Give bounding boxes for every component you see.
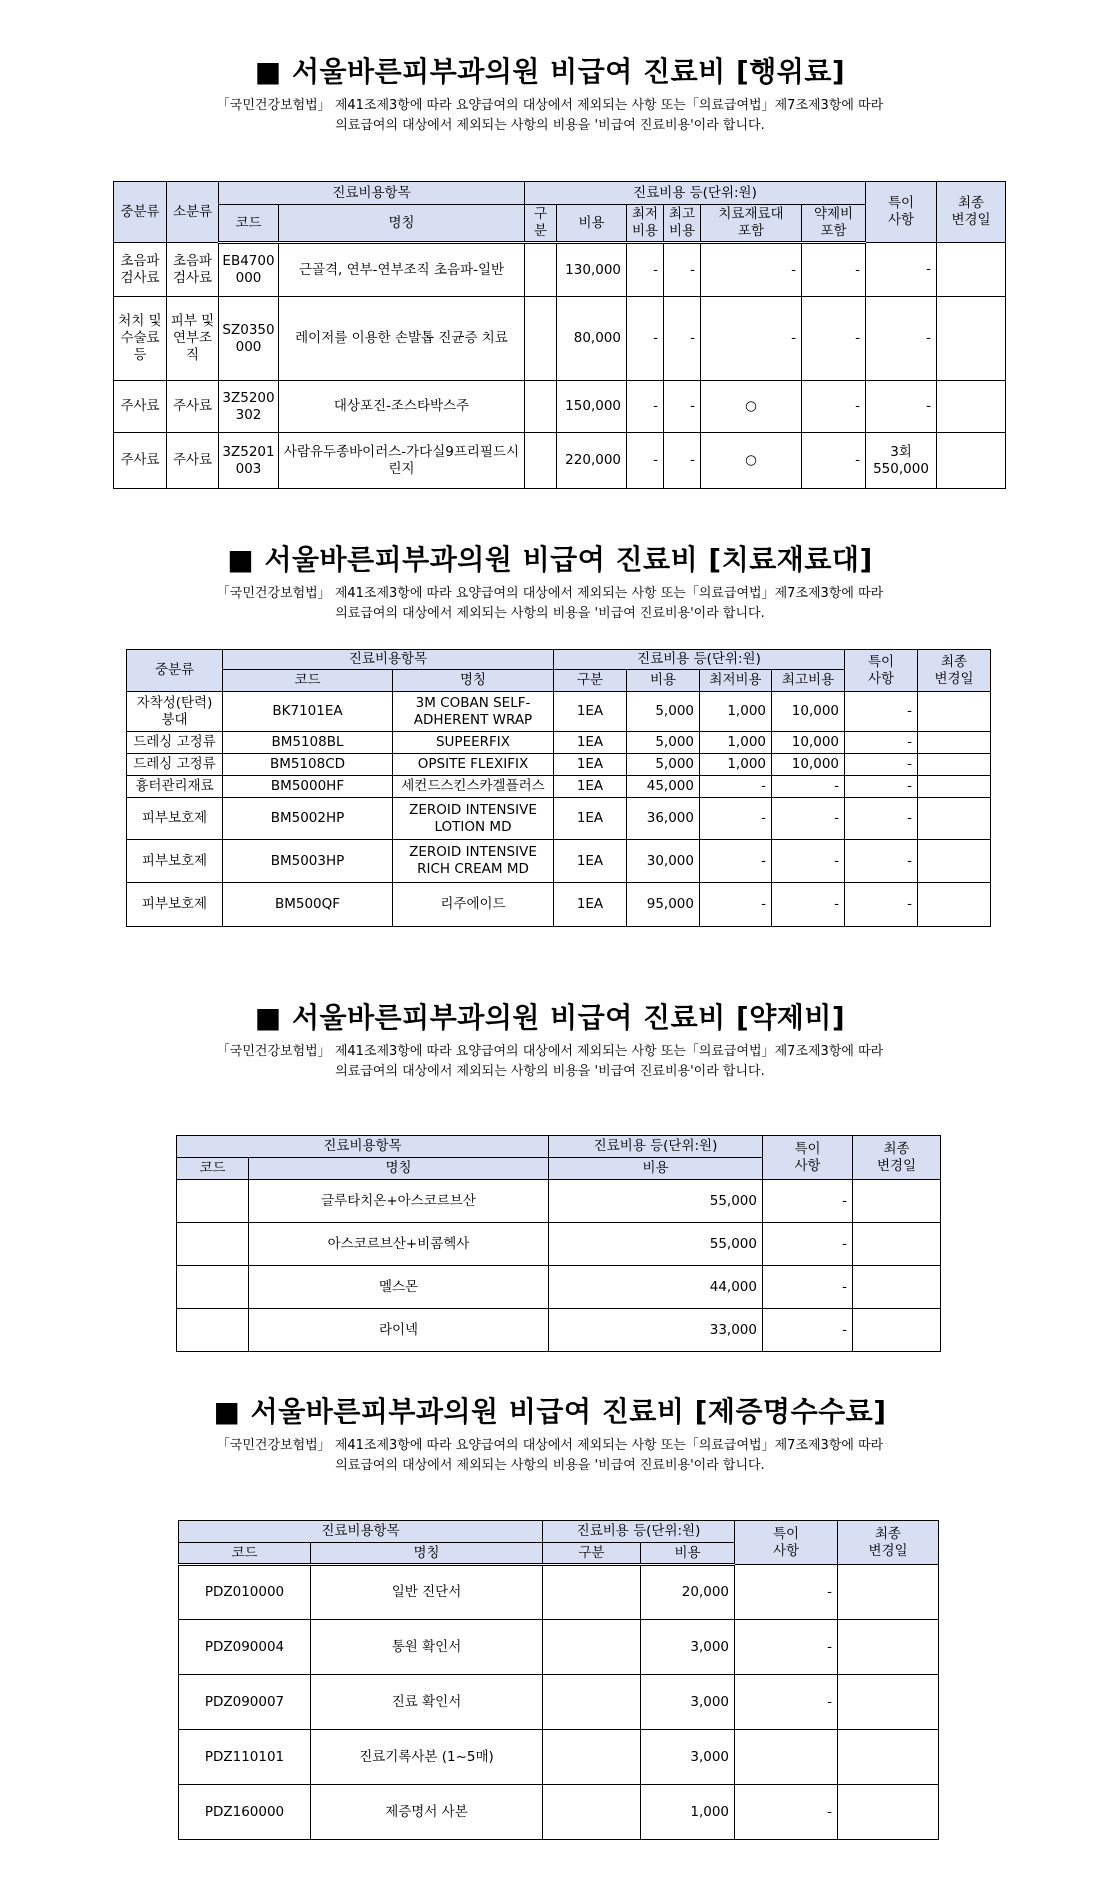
header-cost: 비용 [641, 1543, 735, 1565]
cell-cost: 33,000 [549, 1309, 763, 1352]
cell-name: 멜스몬 [249, 1266, 549, 1309]
cell-gubun: 1EA [554, 732, 627, 754]
header-min-cost: 최저비용 [700, 670, 772, 692]
header-gubun: 구분 [543, 1543, 641, 1565]
cell-mid: 초음파 검사료 [114, 243, 167, 297]
cell-code: PDZ010000 [179, 1565, 311, 1620]
table-row [179, 1675, 939, 1730]
cell-mid: 흉터관리재료 [127, 776, 223, 798]
cell-max: 10,000 [772, 754, 845, 776]
cell-gubun [525, 297, 557, 381]
cell-mid: 드레싱 고정류 [127, 754, 223, 776]
cell-note: - [763, 1223, 853, 1266]
cell-min: - [700, 883, 772, 927]
header-cost-group: 진료비용 등(단위:원) [554, 650, 845, 670]
table-row [127, 692, 991, 732]
cell-cost: 1,000 [641, 1785, 735, 1840]
cell-code: BM5003HP [223, 840, 393, 883]
cell-note: - [845, 798, 918, 840]
cell-min: 1,000 [700, 732, 772, 754]
cell-date [853, 1309, 941, 1352]
cell-date [937, 297, 1006, 381]
header-item-group: 진료비용항목 [177, 1136, 549, 1158]
cell-name: 진료기록사본 (1~5매) [311, 1730, 543, 1785]
header-min-cost: 최저 비용 [627, 205, 664, 243]
cell-mid: 드레싱 고정류 [127, 732, 223, 754]
section-description [0, 96, 1100, 136]
table-row [177, 1223, 941, 1266]
cell-date [853, 1180, 941, 1223]
cell-name: 라이넥 [249, 1309, 549, 1352]
cell-code: PDZ090004 [179, 1620, 311, 1675]
cell-date [918, 732, 991, 754]
table-row [177, 1180, 941, 1223]
cell-material: ○ [701, 433, 802, 489]
cell-cost: 5,000 [627, 692, 700, 732]
cell-date [918, 776, 991, 798]
cell-cost: 3,000 [641, 1620, 735, 1675]
cell-code: 3Z5201 003 [219, 433, 279, 489]
cell-cost: 5,000 [627, 754, 700, 776]
cell-gubun [543, 1675, 641, 1730]
table-row [177, 1266, 941, 1309]
cell-max: 10,000 [772, 732, 845, 754]
cell-gubun [525, 243, 557, 297]
cell-gubun [525, 433, 557, 489]
cell-gubun: 1EA [554, 692, 627, 732]
cell-date [918, 883, 991, 927]
section-drug-fees [0, 996, 1100, 1082]
cell-max: 10,000 [772, 692, 845, 732]
cell-max: - [664, 297, 701, 381]
material-fee-table [126, 649, 991, 927]
cell-code: BM5002HP [223, 798, 393, 840]
header-cost: 비용 [557, 205, 627, 243]
cell-date [918, 754, 991, 776]
header-max-cost: 최고 비용 [664, 205, 701, 243]
cell-cost: 5,000 [627, 732, 700, 754]
cell-cost: 3,000 [641, 1675, 735, 1730]
cell-date [838, 1565, 939, 1620]
cell-gubun [543, 1730, 641, 1785]
cell-max: - [664, 433, 701, 489]
cell-max: - [664, 381, 701, 433]
cell-mid: 주사료 [114, 433, 167, 489]
table-row [127, 754, 991, 776]
cell-min: - [700, 776, 772, 798]
cell-code [177, 1266, 249, 1309]
header-item-group: 진료비용항목 [223, 650, 554, 670]
cell-mid: 처치 및 수술료 등 [114, 297, 167, 381]
cell-gubun: 1EA [554, 798, 627, 840]
cell-note [735, 1730, 838, 1785]
cell-cost: 80,000 [557, 297, 627, 381]
cell-sub: 주사료 [167, 381, 219, 433]
cell-cost: 45,000 [627, 776, 700, 798]
procedure-fee-table [113, 181, 1006, 489]
cell-code [177, 1309, 249, 1352]
header-last-changed: 최종 변경일 [918, 650, 991, 692]
table-row [114, 381, 1006, 433]
cell-cost: 150,000 [557, 381, 627, 433]
cell-sub: 초음파 검사료 [167, 243, 219, 297]
header-cost-group: 진료비용 등(단위:원) [549, 1136, 763, 1158]
description-line-1: 「국민건강보험법」 제41조제3항에 따라 요양급여의 대상에서 제외되는 사항 또는「의료급여법」제7조제3항에 따라 [216, 586, 884, 601]
cell-note: - [763, 1309, 853, 1352]
cell-name: ZEROID INTENSIVE LOTION MD [393, 798, 554, 840]
section-description [0, 1436, 1100, 1476]
cell-min: 1,000 [700, 692, 772, 732]
cell-min: - [700, 840, 772, 883]
header-cost: 비용 [549, 1158, 763, 1180]
cell-max: - [772, 776, 845, 798]
cell-name: OPSITE FLEXIFIX [393, 754, 554, 776]
cell-note: - [845, 754, 918, 776]
section-procedure-fees [0, 50, 1100, 136]
header-drug-included: 약제비 포함 [802, 205, 866, 243]
header-gubun: 구 분 [525, 205, 557, 243]
header-note: 특이 사항 [763, 1136, 853, 1180]
cell-gubun [543, 1565, 641, 1620]
table-row [179, 1785, 939, 1840]
header-last-changed: 최종 변경일 [853, 1136, 941, 1180]
cell-min: 1,000 [700, 754, 772, 776]
header-cost: 비용 [627, 670, 700, 692]
table-row [127, 840, 991, 883]
cell-date [838, 1785, 939, 1840]
cell-mid: 자착성(탄력) 붕대 [127, 692, 223, 732]
cell-note: - [845, 692, 918, 732]
cell-code [177, 1223, 249, 1266]
section-material-fees [0, 538, 1100, 624]
cell-gubun: 1EA [554, 754, 627, 776]
description-line-2: 의료급여의 대상에서 제외되는 사항의 비용을 '비급여 진료비용'이라 합니다. [335, 118, 765, 133]
description-line-1: 「국민건강보험법」 제41조제3항에 따라 요양급여의 대상에서 제외되는 사항 또는「의료급여법」제7조제3항에 따라 [216, 1044, 884, 1059]
cell-name: 근골격, 연부-연부조직 초음파-일반 [279, 243, 525, 297]
cell-note: - [763, 1266, 853, 1309]
table-row [114, 433, 1006, 489]
cell-name: 리주에이드 [393, 883, 554, 927]
cell-note: - [866, 297, 937, 381]
header-cost-group: 진료비용 등(단위:원) [525, 182, 866, 205]
cell-date [918, 692, 991, 732]
cell-note: - [735, 1565, 838, 1620]
cell-mid: 피부보호제 [127, 798, 223, 840]
cell-cost: 30,000 [627, 840, 700, 883]
table-row [177, 1309, 941, 1352]
cell-min: - [627, 433, 664, 489]
cell-material: - [701, 297, 802, 381]
header-note: 특이 사항 [866, 182, 937, 243]
table-row [179, 1730, 939, 1785]
cell-cost: 55,000 [549, 1180, 763, 1223]
cell-cost: 20,000 [641, 1565, 735, 1620]
cell-cost: 55,000 [549, 1223, 763, 1266]
header-code: 코드 [177, 1158, 249, 1180]
cell-name: 아스코르브산+비콤헥사 [249, 1223, 549, 1266]
header-item-group: 진료비용항목 [179, 1521, 543, 1543]
header-code: 코드 [219, 205, 279, 243]
section-title: ■ 서울바른피부과의원 비급여 진료비 [치료재료대] [227, 543, 873, 576]
description-line-2: 의료급여의 대상에서 제외되는 사항의 비용을 '비급여 진료비용'이라 합니다. [335, 606, 765, 621]
cell-code: BM5108CD [223, 754, 393, 776]
cell-date [937, 381, 1006, 433]
cell-code: BK7101EA [223, 692, 393, 732]
header-name: 명칭 [311, 1543, 543, 1565]
header-name: 명칭 [393, 670, 554, 692]
cell-material: - [701, 243, 802, 297]
cell-material: ○ [701, 381, 802, 433]
cell-code: PDZ090007 [179, 1675, 311, 1730]
cell-gubun [543, 1620, 641, 1675]
header-mid-category: 중분류 [127, 650, 223, 692]
cell-sub: 주사료 [167, 433, 219, 489]
cell-date [937, 243, 1006, 297]
cell-max: - [772, 883, 845, 927]
header-cost-group: 진료비용 등(단위:원) [543, 1521, 735, 1543]
header-mid-category: 중분류 [114, 182, 167, 243]
cell-note: - [845, 732, 918, 754]
cell-cost: 220,000 [557, 433, 627, 489]
cell-min: - [627, 297, 664, 381]
cell-date [838, 1730, 939, 1785]
cell-min: - [627, 381, 664, 433]
cell-sub: 피부 및 연부조 직 [167, 297, 219, 381]
drug-fee-table [176, 1135, 941, 1352]
cell-date [838, 1620, 939, 1675]
table-row [127, 732, 991, 754]
table-row [114, 297, 1006, 381]
cell-note: 3회 550,000 [866, 433, 937, 489]
cell-code: PDZ160000 [179, 1785, 311, 1840]
description-line-1: 「국민건강보험법」 제41조제3항에 따라 요양급여의 대상에서 제외되는 사항 또는「의료급여법」제7조제3항에 따라 [216, 1438, 884, 1453]
cell-max: - [664, 243, 701, 297]
cell-drug: - [802, 243, 866, 297]
section-title: ■ 서울바른피부과의원 비급여 진료비 [행위료] [254, 55, 846, 88]
cell-drug: - [802, 433, 866, 489]
table-row [127, 883, 991, 927]
cell-note: - [845, 840, 918, 883]
cell-date [853, 1266, 941, 1309]
cell-note: - [866, 243, 937, 297]
cell-note: - [845, 776, 918, 798]
section-certificate-fees [0, 1390, 1100, 1476]
cell-date [937, 433, 1006, 489]
cell-code: PDZ110101 [179, 1730, 311, 1785]
cell-name: 대상포진-조스타박스주 [279, 381, 525, 433]
header-item-group: 진료비용항목 [219, 182, 525, 205]
description-line-2: 의료급여의 대상에서 제외되는 사항의 비용을 '비급여 진료비용'이라 합니다. [335, 1064, 765, 1079]
header-note: 특이 사항 [845, 650, 918, 692]
table-row [127, 798, 991, 840]
cell-gubun: 1EA [554, 776, 627, 798]
cell-note: - [845, 883, 918, 927]
cell-max: - [772, 840, 845, 883]
cell-name: 글루타치온+아스코르브산 [249, 1180, 549, 1223]
cell-mid: 피부보호제 [127, 883, 223, 927]
cell-min: - [627, 243, 664, 297]
cell-gubun: 1EA [554, 883, 627, 927]
cell-code: EB4700 000 [219, 243, 279, 297]
section-description [0, 1042, 1100, 1082]
header-name: 명칭 [279, 205, 525, 243]
section-title: ■ 서울바른피부과의원 비급여 진료비 [약제비] [254, 1001, 846, 1034]
cell-cost: 130,000 [557, 243, 627, 297]
table-row [179, 1620, 939, 1675]
cell-note: - [763, 1180, 853, 1223]
cell-note: - [866, 381, 937, 433]
cell-cost: 95,000 [627, 883, 700, 927]
header-max-cost: 최고비용 [772, 670, 845, 692]
cell-note: - [735, 1675, 838, 1730]
cell-cost: 36,000 [627, 798, 700, 840]
cell-cost: 44,000 [549, 1266, 763, 1309]
cell-gubun [543, 1785, 641, 1840]
header-last-changed: 최종 변경일 [937, 182, 1006, 243]
cell-gubun: 1EA [554, 840, 627, 883]
cell-code [177, 1180, 249, 1223]
cell-code: BM5000HF [223, 776, 393, 798]
cell-name: 세컨드스킨스카겔플러스 [393, 776, 554, 798]
cell-min: - [700, 798, 772, 840]
cell-mid: 피부보호제 [127, 840, 223, 883]
cell-name: 3M COBAN SELF- ADHERENT WRAP [393, 692, 554, 732]
header-sub-category: 소분류 [167, 182, 219, 243]
header-code: 코드 [223, 670, 393, 692]
section-description [0, 584, 1100, 624]
cell-date [918, 840, 991, 883]
description-line-1: 「국민건강보험법」 제41조제3항에 따라 요양급여의 대상에서 제외되는 사항 또는「의료급여법」제7조제3항에 따라 [216, 98, 884, 113]
cell-drug: - [802, 381, 866, 433]
cell-code: BM5108BL [223, 732, 393, 754]
cell-note: - [735, 1620, 838, 1675]
cell-cost: 3,000 [641, 1730, 735, 1785]
cell-name: SUPEERFIX [393, 732, 554, 754]
header-last-changed: 최종 변경일 [838, 1521, 939, 1565]
cell-code: SZ0350 000 [219, 297, 279, 381]
cell-name: 진료 확인서 [311, 1675, 543, 1730]
table-row [179, 1565, 939, 1620]
table-row [114, 243, 1006, 297]
cell-date [918, 798, 991, 840]
description-line-2: 의료급여의 대상에서 제외되는 사항의 비용을 '비급여 진료비용'이라 합니다. [335, 1458, 765, 1473]
header-material-included: 치료재료대 포함 [701, 205, 802, 243]
cell-name: 일반 진단서 [311, 1565, 543, 1620]
cell-name: 제증명서 사본 [311, 1785, 543, 1840]
cell-code: BM500QF [223, 883, 393, 927]
cell-max: - [772, 798, 845, 840]
table-row [127, 776, 991, 798]
cell-name: 통원 확인서 [311, 1620, 543, 1675]
cell-note: - [735, 1785, 838, 1840]
cell-mid: 주사료 [114, 381, 167, 433]
cell-gubun [525, 381, 557, 433]
cell-date [853, 1223, 941, 1266]
cell-name: 사람유두종바이러스-가다실9프리필드시린지 [279, 433, 525, 489]
cell-name: ZEROID INTENSIVE RICH CREAM MD [393, 840, 554, 883]
header-name: 명칭 [249, 1158, 549, 1180]
cell-code: 3Z5200 302 [219, 381, 279, 433]
header-note: 특이 사항 [735, 1521, 838, 1565]
header-code: 코드 [179, 1543, 311, 1565]
certificate-fee-table [178, 1520, 939, 1840]
section-title: ■ 서울바른피부과의원 비급여 진료비 [제증명수수료] [213, 1395, 887, 1428]
header-gubun: 구분 [554, 670, 627, 692]
cell-date [838, 1675, 939, 1730]
cell-drug: - [802, 297, 866, 381]
cell-name: 레이저를 이용한 손발톱 진균증 치료 [279, 297, 525, 381]
